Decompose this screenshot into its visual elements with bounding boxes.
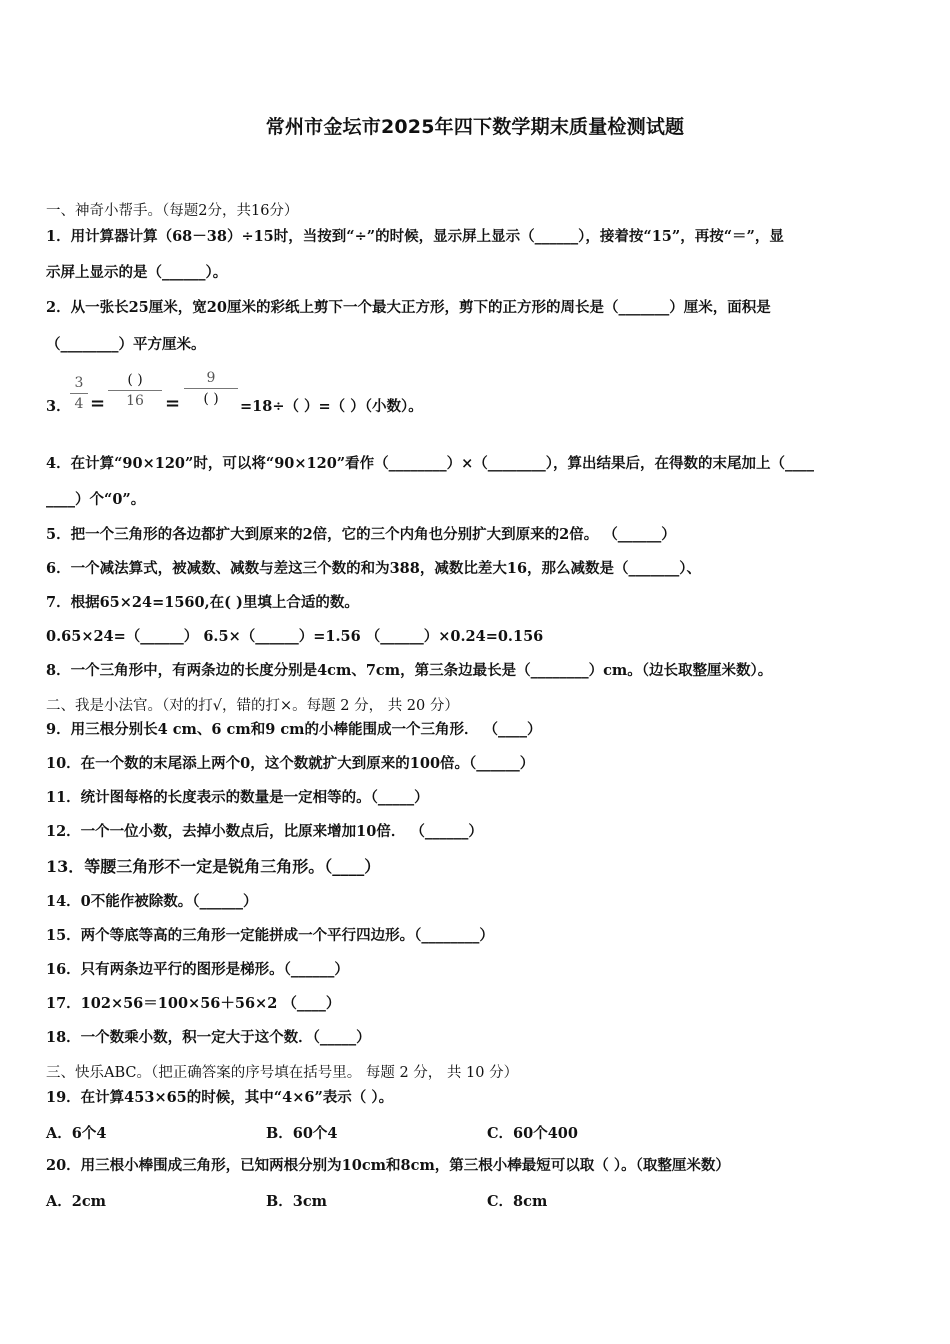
question-4-line-1: 4．在计算“90×120”时，可以将“90×120”看作（________）×（________），算出结果后，在得数的末尾加上（____ <box>46 455 815 472</box>
question-16: 16．只有两条边平行的图形是梯形。（______） <box>46 961 349 978</box>
fraction-bar <box>70 393 88 394</box>
question-3-prefix: 3． <box>46 398 71 415</box>
question-19-option-b: B．60个4 <box>266 1125 338 1142</box>
fraction-denominator: ( ) <box>203 391 219 407</box>
question-19-stem: 19．在计算453×65的时候，其中“4×6”表示（ ）。 <box>46 1089 394 1106</box>
question-7-line-2: 0.65×24=（______） 6.5×（______）=1.56 （______）×0.24=0.156 <box>46 628 544 645</box>
fraction-numerator: 3 <box>74 375 84 391</box>
question-2-line-2: （________）平方厘米。 <box>46 336 206 353</box>
question-17: 17．102×56＝100×56＋56×2 （____） <box>46 995 341 1012</box>
question-1-line-2: 示屏上显示的是（______）。 <box>46 264 228 281</box>
question-20-option-c: C．8cm <box>487 1193 548 1210</box>
section-heading-2: 二、我是小法官。（对的打√，错的打×。每题 2 分， 共 20 分） <box>46 698 459 714</box>
fraction-numerator: 9 <box>206 370 216 386</box>
question-5: 5．把一个三角形的各边都扩大到原来的2倍，它的三个内角也分别扩大到原来的2倍。 （______） <box>46 526 676 543</box>
question-4-line-2: ____）个“0”。 <box>46 491 146 508</box>
fraction-denominator: 16 <box>126 393 144 409</box>
question-20-option-b: B．3cm <box>266 1193 328 1210</box>
fraction-denominator: 4 <box>74 396 84 412</box>
question-8: 8．一个三角形中，有两条边的长度分别是4cm、7cm，第三条边最长是（________）cm。（边长取整厘米数）。 <box>46 662 773 679</box>
question-14: 14．0不能作被除数。（______） <box>46 893 258 910</box>
question-13: 13．等腰三角形不一定是锐角三角形。（____） <box>46 857 381 876</box>
fraction-9-blank <box>184 369 238 408</box>
fraction-numerator: ( ) <box>127 372 143 388</box>
question-19-option-c: C．60个400 <box>487 1125 578 1142</box>
fraction-bar <box>184 388 238 389</box>
question-19-option-a: A．6个4 <box>46 1125 107 1142</box>
page-title: 常州市金坛市2025年四下数学期末质量检测试题 <box>265 116 685 138</box>
section-heading-1: 一、神奇小帮手。（每题2分，共16分） <box>46 203 299 219</box>
question-7-line-1: 7．根据65×24=1560,在( )里填上合适的数。 <box>46 594 359 611</box>
equals-sign: = <box>90 393 106 414</box>
question-10: 10．在一个数的末尾添上两个0，这个数就扩大到原来的100倍。（______） <box>46 755 535 772</box>
fraction-3-4 <box>70 374 88 413</box>
question-6: 6．一个减法算式，被减数、减数与差这三个数的和为388，减数比差大16，那么减数是（_______）、 <box>46 560 702 577</box>
fraction-blank-16 <box>108 371 162 410</box>
equals-sign: = <box>165 393 181 414</box>
question-15: 15．两个等底等高的三角形一定能拼成一个平行四边形。（________） <box>46 927 494 944</box>
question-11: 11．统计图每格的长度表示的数量是一定相等的。（_____） <box>46 789 429 806</box>
fraction-bar <box>108 390 162 391</box>
question-12: 12．一个一位小数，去掉小数点后，比原来增加10倍． （______） <box>46 823 483 840</box>
question-1-line-1: 1．用计算器计算（68－38）÷15时，当按到“÷”的时候，显示屏上显示（______），接着按“15”，再按“＝”，显 <box>46 228 784 245</box>
question-20-option-a: A．2cm <box>46 1193 107 1210</box>
question-2-line-1: 2．从一张长25厘米，宽20厘米的彩纸上剪下一个最大正方形，剪下的正方形的周长是（_______）厘米，面积是 <box>46 299 771 316</box>
question-20-stem: 20．用三根小棒围成三角形，已知两根分别为10cm和8cm，第三根小棒最短可以取（ ）。（取整厘米数） <box>46 1157 730 1174</box>
question-18: 18．一个数乘小数，积一定大于这个数．（_____） <box>46 1029 371 1046</box>
question-9: 9．用三根分别长4 cm、6 cm和9 cm的小棒能围成一个三角形． （____） <box>46 721 542 738</box>
question-3-suffix: =18÷（ ）=（ ）（小数）。 <box>240 398 423 415</box>
section-heading-3: 三、快乐ABC。（把正确答案的序号填在括号里。 每题 2 分， 共 10 分） <box>46 1065 519 1081</box>
